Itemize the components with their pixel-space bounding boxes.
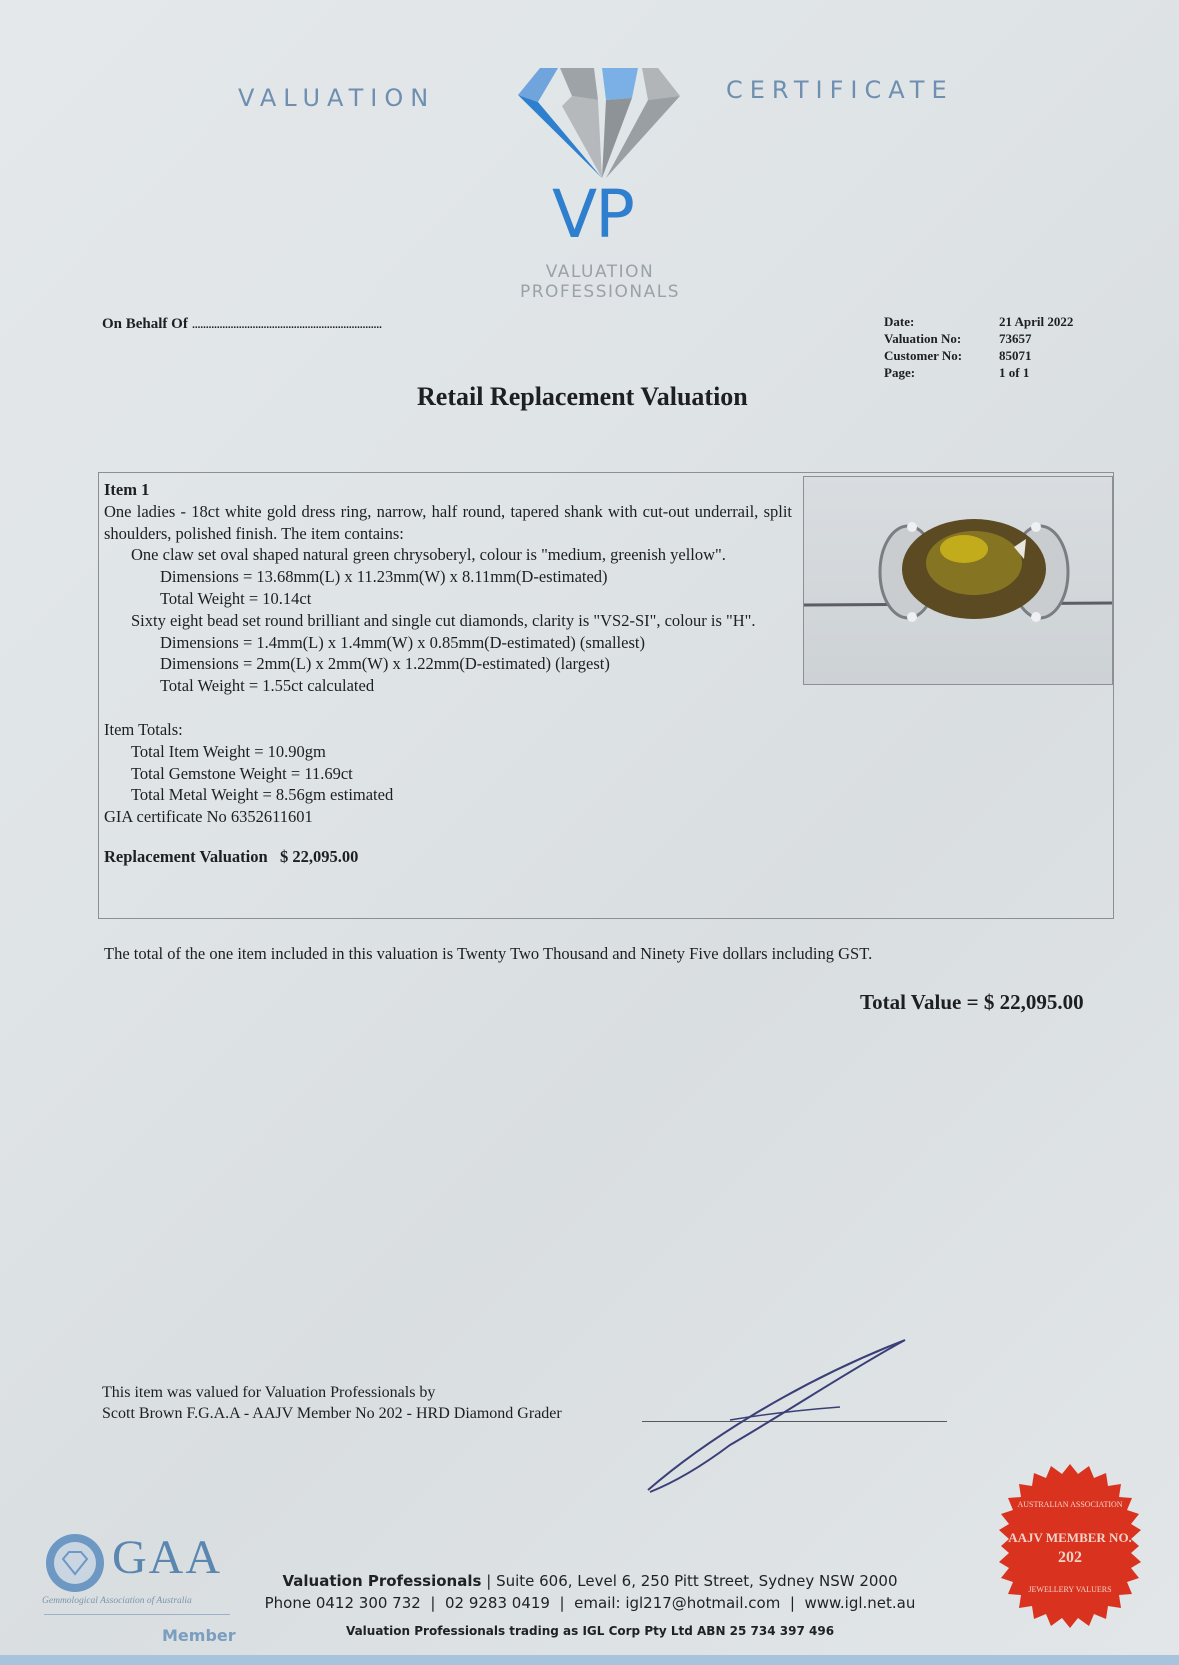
on-behalf-of <box>102 316 381 333</box>
signature-line2: Scott Brown F.G.A.A - AAJV Member No 202 - HRD Diamond Grader <box>102 1405 562 1422</box>
meta-row-valuation-no <box>884 330 1073 347</box>
footer-website[interactable]: www.igl.net.au <box>804 1594 916 1612</box>
stone2-dimensions-largest: Dimensions = 2mm(L) x 2mm(W) x 1.22mm(D-estimated) (largest) <box>160 654 610 674</box>
footer-line2 <box>250 1592 930 1614</box>
meta-value: 1 of 1 <box>999 365 1030 380</box>
item-totals-heading: Item Totals: <box>104 719 183 739</box>
gia-certificate: GIA certificate No 6352611601 <box>104 807 313 827</box>
on-behalf-dots: ..................................................................... <box>191 316 382 332</box>
footer-phone2: 02 9283 0419 <box>444 1594 550 1612</box>
meta-label: Valuation No: <box>884 331 962 346</box>
on-behalf-label: On Behalf Of <box>102 316 188 332</box>
meta-value: 85071 <box>999 348 1032 363</box>
stone1-weight: Total Weight = 10.14ct <box>160 588 312 608</box>
footer-sep: | <box>559 1594 565 1612</box>
svg-text:JEWELLERY VALUERS: JEWELLERY VALUERS <box>1028 1585 1112 1594</box>
total-gemstone-weight: Total Gemstone Weight = 11.69ct <box>131 763 353 783</box>
footer-email[interactable]: email: igl217@hotmail.com <box>574 1594 781 1612</box>
gaa-member-label: Member <box>162 1626 236 1645</box>
meta-label: Date: <box>884 314 915 329</box>
footer-phone1: Phone 0412 300 732 <box>264 1594 421 1612</box>
diamond-logo-icon <box>498 60 698 182</box>
signature-block <box>102 1382 562 1424</box>
replacement-value: $ 22,095.00 <box>280 846 359 866</box>
seal-middle-text: AAJV MEMBER NO. <box>1008 1530 1132 1545</box>
meta-value: 21 April 2022 <box>999 314 1074 329</box>
meta-value: 73657 <box>999 331 1032 346</box>
footer-sep: | <box>486 1572 492 1590</box>
total-value: Total Value = $ 22,095.00 <box>860 990 1084 1014</box>
footer-line1 <box>250 1570 930 1592</box>
stone2-weight: Total Weight = 1.55ct calculated <box>160 676 375 696</box>
footer-sep: | <box>789 1594 795 1612</box>
svg-text:AUSTRALIAN ASSOCIATION: AUSTRALIAN ASSOCIATION <box>1017 1500 1123 1509</box>
footer-trading: Valuation Professionals trading as IGL Corp Pty Ltd ABN 25 734 397 496 <box>345 1624 835 1638</box>
meta-label: Customer No: <box>884 348 963 363</box>
meta-row-date <box>884 313 1073 330</box>
header-certificate-word: CERTIFICATE <box>726 76 954 104</box>
footer-contact <box>250 1570 930 1614</box>
bottom-strip <box>0 1655 1179 1665</box>
logo-sub-line1: VALUATION <box>545 262 655 282</box>
stone1-dimensions: Dimensions = 13.68mm(L) x 11.23mm(W) x 8.11mm(D-estimated) <box>160 567 608 587</box>
stone1-text: One claw set oval shaped natural green chrysoberyl, colour is "medium, greenish yellow". <box>131 545 726 565</box>
ring-photo <box>803 476 1113 685</box>
total-item-weight: Total Item Weight = 10.90gm <box>131 741 326 761</box>
stone2-text: Sixty eight bead set round brilliant and single cut diamonds, clarity is "VS2-SI", colour is "H". <box>131 610 756 630</box>
item-heading: Item 1 <box>104 480 150 499</box>
item-details <box>104 479 792 868</box>
page-title: Retail Replacement Valuation <box>417 382 748 411</box>
total-metal-weight: Total Metal Weight = 8.56gm estimated <box>131 785 394 805</box>
gaa-emblem-icon <box>44 1532 106 1594</box>
gaa-word: GAA <box>112 1531 222 1584</box>
signature-scribble-icon <box>640 1335 920 1495</box>
ring-image-icon <box>804 477 1112 684</box>
logo-sub-line2: PROFESSIONALS <box>519 282 681 302</box>
footer-company: Valuation Professionals <box>282 1572 482 1590</box>
meta-row-page <box>884 364 1073 381</box>
seal-number-text: 202 <box>1058 1549 1082 1566</box>
meta-block <box>884 313 1073 381</box>
meta-row-customer-no <box>884 347 1073 364</box>
meta-label: Page: <box>884 365 916 380</box>
footer-sep: | <box>430 1594 436 1612</box>
gaa-subtitle: Gemmological Association of Australia <box>42 1596 192 1606</box>
vp-logo-letters: VP <box>552 176 633 253</box>
item-description: One ladies - 18ct white gold dress ring, narrow, half round, tapered shank with cut-out underrail, split shoulders, polished finish. The item contains: <box>104 501 792 543</box>
replacement-label: Replacement Valuation <box>104 846 268 866</box>
replacement-valuation <box>104 846 792 868</box>
footer-address: Suite 606, Level 6, 250 Pitt Street, Sydney NSW 2000 <box>496 1572 898 1590</box>
aajv-seal-icon <box>986 1462 1154 1630</box>
stone2-dimensions-smallest: Dimensions = 1.4mm(L) x 1.4mm(W) x 0.85mm(D-estimated) (smallest) <box>160 632 645 652</box>
header-valuation-word: VALUATION <box>238 84 436 112</box>
summary-text: The total of the one item included in this valuation is Twenty Two Thousand and Ninety Five dollars including GST. <box>104 944 873 963</box>
gaa-divider <box>44 1614 230 1615</box>
signature-line1: This item was valued for Valuation Professionals by <box>102 1384 436 1401</box>
